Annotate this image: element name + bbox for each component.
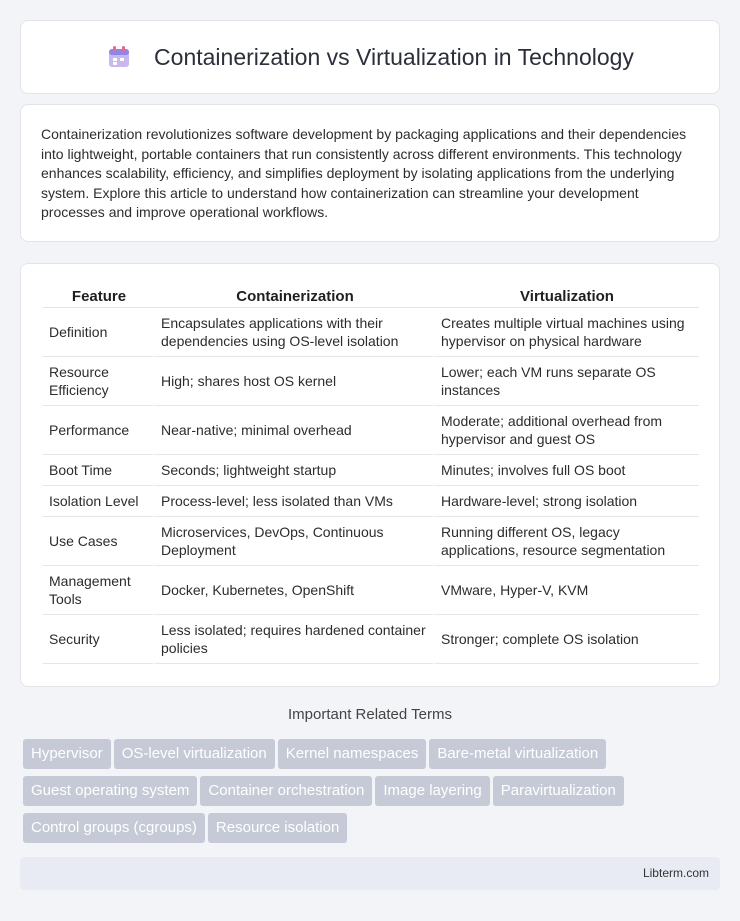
containerization-cell: Docker, Kubernetes, OpenShift	[155, 566, 435, 615]
term-tag[interactable]: Paravirtualization	[493, 776, 624, 806]
feature-cell: Use Cases	[43, 517, 155, 566]
containerization-cell: Encapsulates applications with their dependencies using OS-level isolation	[155, 308, 435, 357]
containerization-cell: Near-native; minimal overhead	[155, 406, 435, 455]
feature-cell: Management Tools	[43, 566, 155, 615]
page-title: Containerization vs Virtualization in Technology	[154, 43, 634, 70]
virtualization-cell: Minutes; involves full OS boot	[435, 455, 699, 486]
table-row	[43, 486, 699, 517]
table-row	[43, 566, 699, 615]
feature-cell: Definition	[43, 308, 155, 357]
table-row	[43, 615, 699, 664]
header-containerization: Containerization	[155, 284, 435, 308]
term-tag[interactable]: Resource isolation	[208, 813, 347, 843]
table-row	[43, 517, 699, 566]
virtualization-cell: Lower; each VM runs separate OS instances	[435, 357, 699, 406]
header-virtualization: Virtualization	[435, 284, 699, 308]
term-tag[interactable]: Guest operating system	[23, 776, 197, 806]
containerization-cell: Seconds; lightweight startup	[155, 455, 435, 486]
header-feature: Feature	[43, 284, 155, 308]
footer	[20, 857, 720, 890]
calendar-icon	[106, 44, 132, 70]
virtualization-cell: Running different OS, legacy applications, resource segmentation	[435, 517, 699, 566]
table-row	[43, 455, 699, 486]
table-row	[43, 406, 699, 455]
containerization-cell: High; shares host OS kernel	[155, 357, 435, 406]
virtualization-cell: Moderate; additional overhead from hypervisor and guest OS	[435, 406, 699, 455]
feature-cell: Boot Time	[43, 455, 155, 486]
virtualization-cell: Stronger; complete OS isolation	[435, 615, 699, 664]
intro-card	[20, 104, 720, 242]
term-tag[interactable]: Kernel namespaces	[278, 739, 427, 769]
footer-brand-link[interactable]: Libterm.com	[642, 866, 709, 880]
term-tag[interactable]: Container orchestration	[200, 776, 372, 806]
virtualization-cell: Creates multiple virtual machines using hypervisor on physical hardware	[435, 308, 699, 357]
containerization-cell: Less isolated; requires hardened container policies	[155, 615, 435, 664]
table-header-row	[43, 284, 699, 308]
term-tag[interactable]: Hypervisor	[23, 739, 111, 769]
feature-cell: Isolation Level	[43, 486, 155, 517]
table-row	[43, 357, 699, 406]
term-tag[interactable]: Bare-metal virtualization	[429, 739, 606, 769]
term-tag[interactable]: Control groups (cgroups)	[23, 813, 205, 843]
containerization-cell: Microservices, DevOps, Continuous Deployment	[155, 517, 435, 566]
table-row	[43, 308, 699, 357]
comparison-table-card	[20, 263, 720, 687]
comparison-table	[43, 284, 699, 664]
feature-cell: Security	[43, 615, 155, 664]
containerization-cell: Process-level; less isolated than VMs	[155, 486, 435, 517]
related-terms-title: Important Related Terms	[288, 706, 452, 723]
related-terms-list	[23, 739, 723, 850]
term-tag[interactable]: OS-level virtualization	[114, 739, 275, 769]
intro-text: Containerization revolutionizes software development by packaging applications and their dependencies into lightweight, portable containers that run consistently across different environments. This technology enhances scalability, efficiency, and simplifies deployment by isolating applications from the underlying system. Explore this article to understand how containerization can streamline your development processes and improve operational workflows.	[41, 126, 687, 221]
title-card	[20, 20, 720, 94]
virtualization-cell: VMware, Hyper-V, KVM	[435, 566, 699, 615]
term-tag[interactable]: Image layering	[375, 776, 489, 806]
feature-cell: Resource Efficiency	[43, 357, 155, 406]
feature-cell: Performance	[43, 406, 155, 455]
virtualization-cell: Hardware-level; strong isolation	[435, 486, 699, 517]
